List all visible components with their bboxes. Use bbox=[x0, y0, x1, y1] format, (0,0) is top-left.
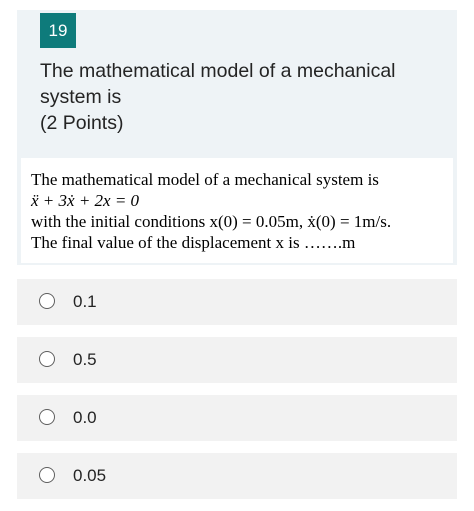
answer-option-2[interactable] bbox=[17, 337, 457, 383]
radio-button-icon[interactable] bbox=[39, 467, 55, 483]
answer-option-label: 0.05 bbox=[73, 466, 107, 485]
question-card bbox=[17, 10, 457, 265]
radio-button-icon[interactable] bbox=[39, 409, 55, 425]
answer-option-1[interactable] bbox=[17, 279, 457, 325]
question-title: The mathematical model of a mechanical system is bbox=[40, 60, 396, 108]
question-number-badge: 19 bbox=[40, 13, 76, 48]
answer-option-label: 0.1 bbox=[73, 292, 97, 311]
radio-button-icon[interactable] bbox=[39, 293, 55, 309]
question-image-initial-conditions: with the initial conditions x(0) = 0.05m, ẋ(0) = 1m/s. bbox=[31, 212, 392, 231]
answer-option-4[interactable] bbox=[17, 453, 457, 499]
answer-option-label: 0.5 bbox=[73, 350, 97, 369]
answer-option-3[interactable] bbox=[17, 395, 457, 441]
answer-option-label: 0.0 bbox=[73, 408, 97, 427]
question-image-line-4: The final value of the displacement x is …….m bbox=[31, 233, 356, 252]
radio-button-icon[interactable] bbox=[39, 351, 55, 367]
question-image-equation: ẍ + 3ẋ + 2x = 0 bbox=[31, 191, 140, 210]
question-image-line-1: The mathematical model of a mechanical system is bbox=[31, 170, 379, 189]
question-image bbox=[21, 158, 453, 263]
question-points: (2 Points) bbox=[40, 112, 124, 134]
